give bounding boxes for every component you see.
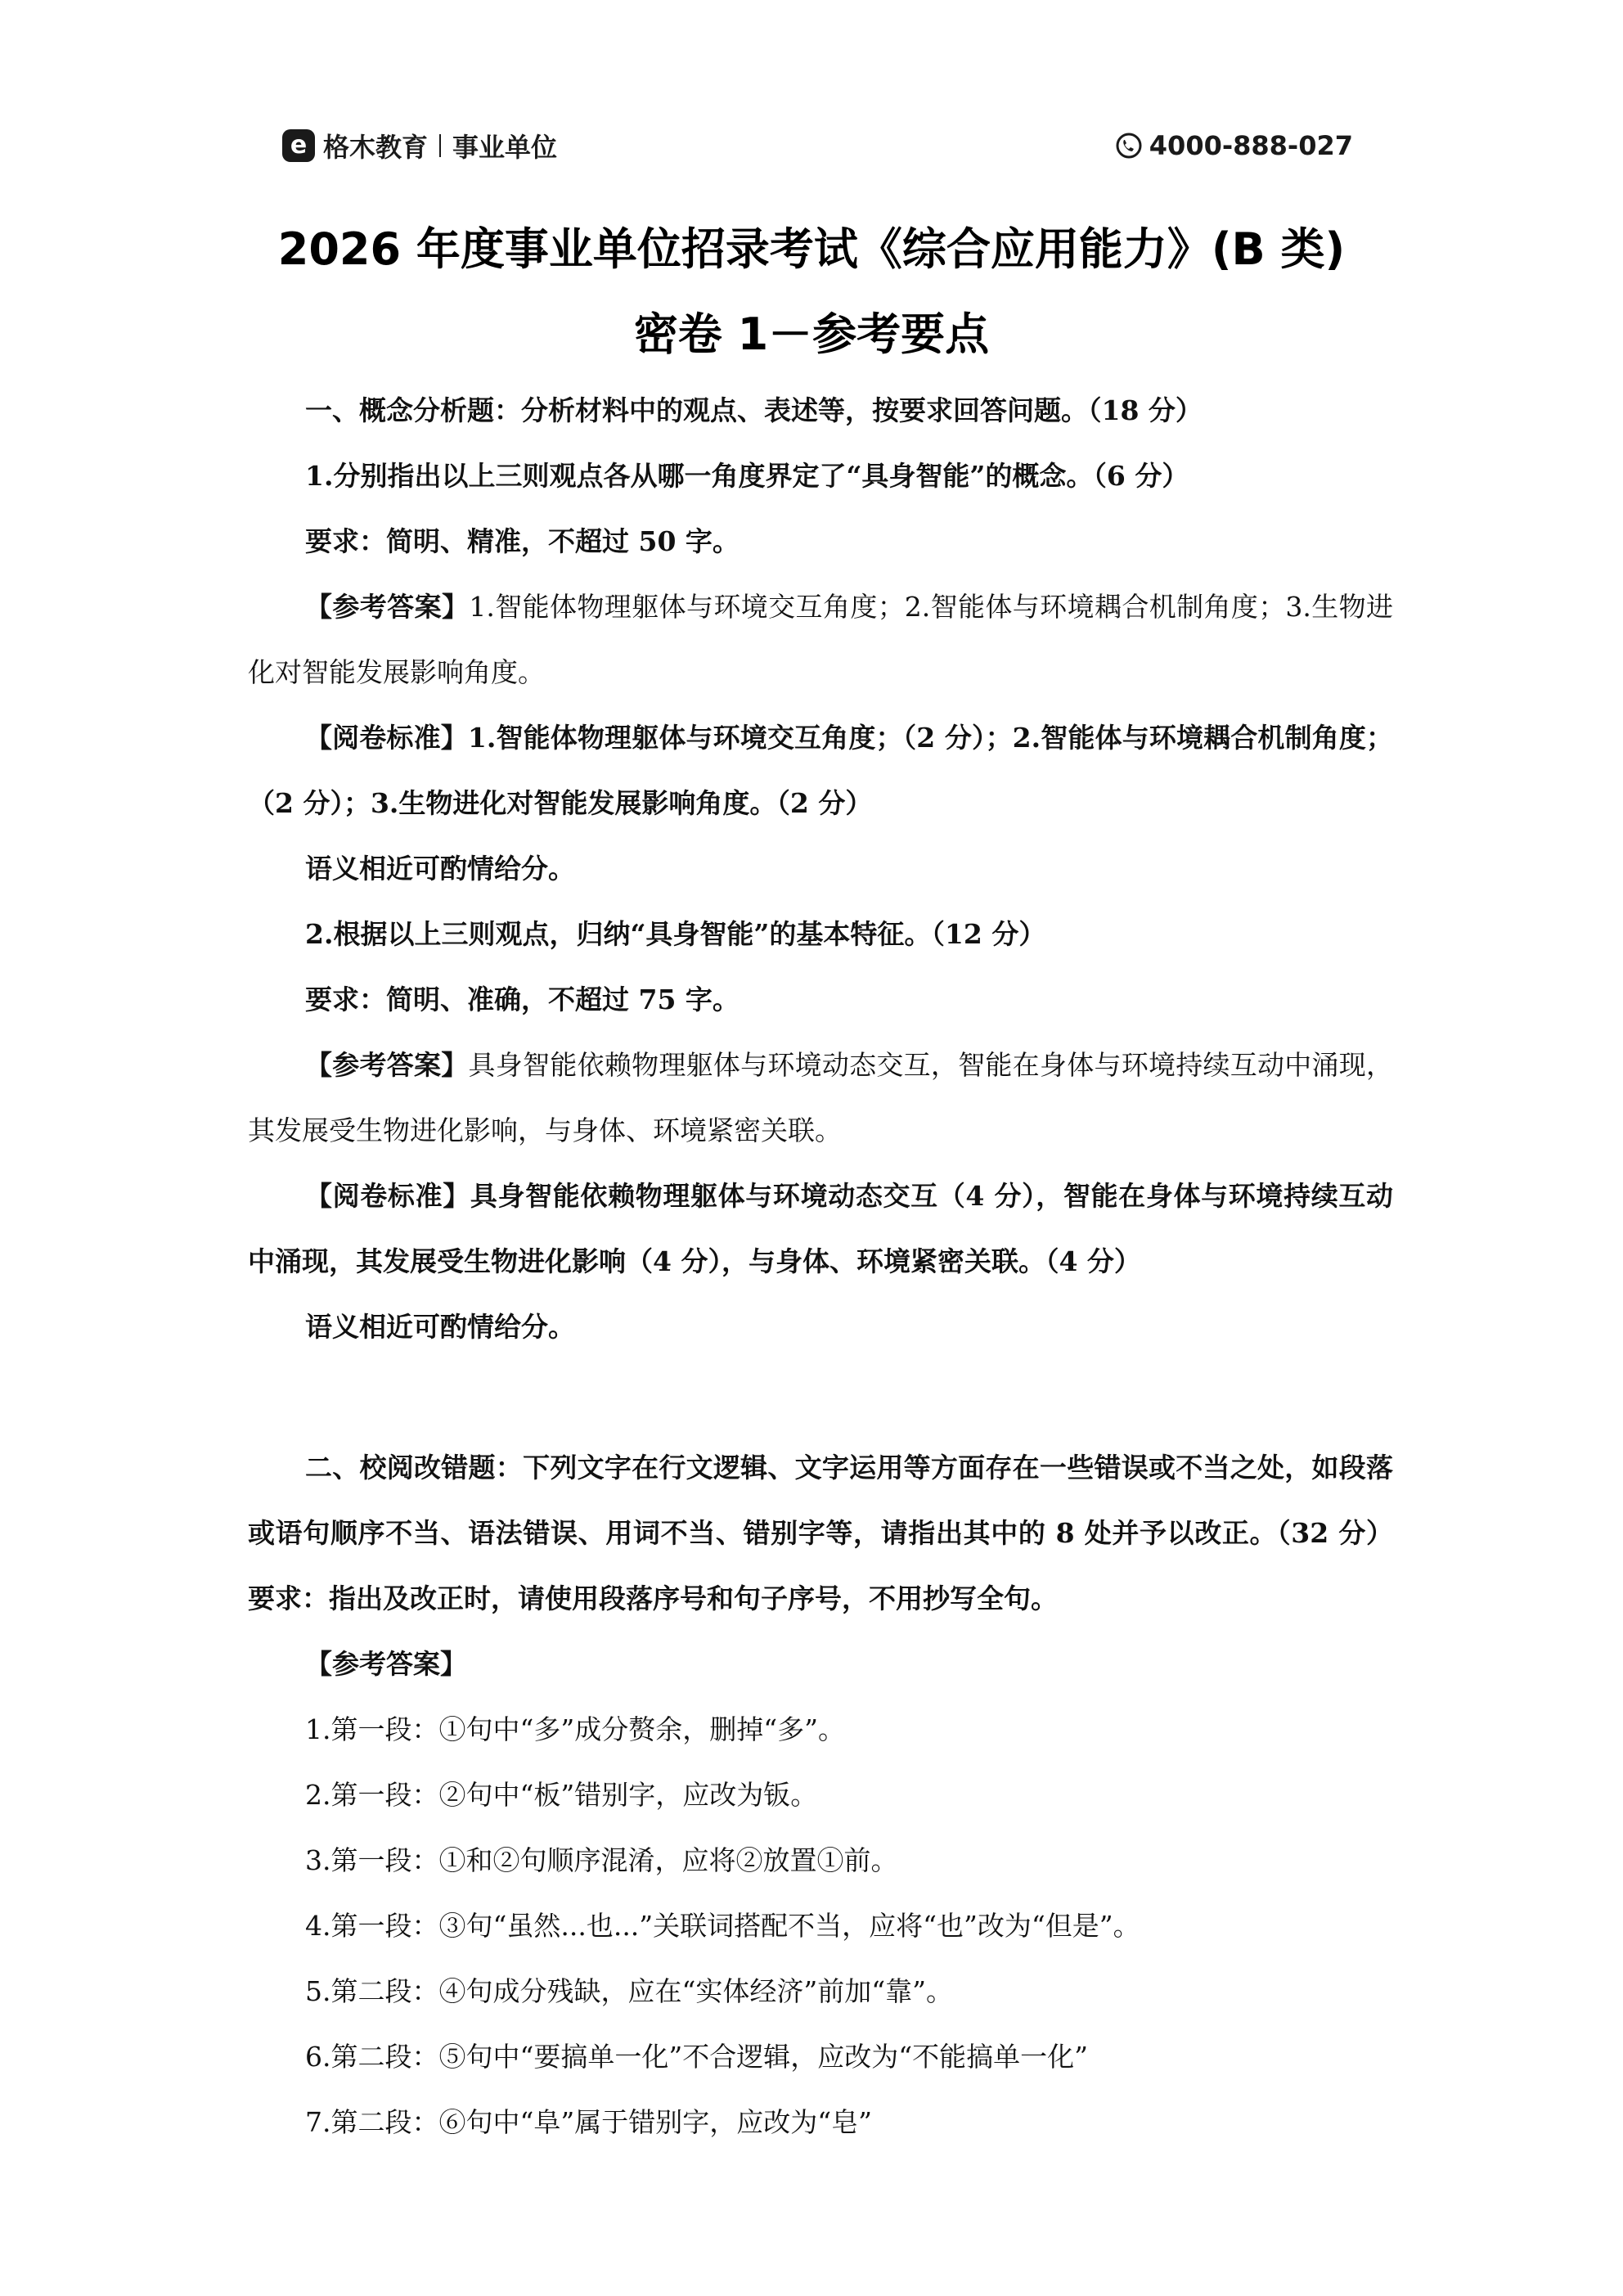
q2-requirement: 要求：简明、准确，不超过 75 字。 <box>305 984 740 1015</box>
correction-item: 3.第一段：①和②句顺序混淆，应将②放置①前。 <box>305 1844 898 1876</box>
q2-question: 2.根据以上三则观点，归纳“具身智能”的基本特征。（12 分） <box>305 918 1046 950</box>
page-title: 2026 年度事业单位招录考试《综合应用能力》(B 类) <box>277 223 1346 275</box>
brand <box>282 127 557 164</box>
section2-heading <box>248 1435 1393 1632</box>
phone-number: 4000-888-027 <box>1149 130 1353 161</box>
grading-text: 具身智能依赖物理躯体与环境动态交互（4 分），智能在身体与环境持续互动中涌现，其发展受生物进化影响（4 分），与身体、环境紧密关联。（4 分） <box>248 1180 1394 1277</box>
q1-requirement: 要求：简明、精准，不超过 50 字。 <box>305 525 740 557</box>
q1-answer <box>248 574 1393 705</box>
answer-text: 1.智能体物理躯体与环境交互角度；2.智能体与环境耦合机制角度；3.生物进化对智能发展影响角度。 <box>248 591 1393 688</box>
q1-note: 语义相近可酌情给分。 <box>305 853 575 885</box>
section-gap <box>248 1360 1393 1435</box>
q1-grading <box>248 705 1393 836</box>
answer-label: 【参考答案】 <box>305 591 470 623</box>
brand-sub: 事业单位 <box>452 132 558 163</box>
brand-logo-icon: e <box>282 129 315 162</box>
phone-icon <box>1115 132 1143 160</box>
q1-question: 1.分别指出以上三则观点各从哪一角度界定了“具身智能”的概念。（6 分） <box>305 460 1189 492</box>
brand-name: 格木教育 <box>323 132 429 163</box>
phone-contact <box>1115 130 1353 161</box>
brand-divider <box>439 134 441 157</box>
correction-item: 5.第二段：④句成分残缺，应在“实体经济”前加“靠”。 <box>305 1975 953 2007</box>
page-header <box>282 124 1353 167</box>
q2-answer <box>248 1033 1393 1164</box>
correction-item: 6.第二段：⑤句中“要搞单一化”不合逻辑，应改为“不能搞单一化” <box>305 2041 1088 2073</box>
grading-label: 【阅卷标准】 <box>305 1180 470 1212</box>
correction-item: 2.第一段：②句中“板”错别字，应改为钣。 <box>305 1779 818 1811</box>
grading-label: 【阅卷标准】 <box>305 722 468 754</box>
q2-note: 语义相近可酌情给分。 <box>305 1311 575 1343</box>
section1-heading: 一、概念分析题：分析材料中的观点、表述等，按要求回答问题。（18 分） <box>305 394 1203 426</box>
page-subtitle: 密卷 1－参考要点 <box>633 308 990 360</box>
correction-item: 7.第二段：⑥句中“阜”属于错别字，应改为“皂” <box>305 2106 872 2138</box>
section2-answer-label: 【参考答案】 <box>305 1648 467 1680</box>
q2-grading <box>248 1164 1393 1294</box>
section2-heading-prefix: 二、校阅改错题： <box>305 1452 524 1483</box>
correction-item: 1.第一段：①句中“多”成分赘余，删掉“多”。 <box>305 1713 845 1745</box>
document-body <box>248 378 1393 2155</box>
answer-text: 具身智能依赖物理躯体与环境动态交互，智能在身体与环境持续互动中涌现，其发展受生物进化影响，与身体、环境紧密关联。 <box>248 1049 1394 1146</box>
section2-heading-body: 下列文字在行文逻辑、文字运用等方面存在一些错误或不当之处，如段落或语句顺序不当、语法错误、用词不当、错别字等，请指出其中的 8 处并予以改正。（32 分）要求：指出及改正时，请使用段落序号和句子序号，不用抄写全句。 <box>248 1452 1394 1614</box>
grading-text: 1.智能体物理躯体与环境交互角度；（2 分）；2.智能体与环境耦合机制角度；（2 分）；3.生物进化对智能发展影响角度。（2 分） <box>248 722 1393 819</box>
correction-item: 4.第一段：③句“虽然...也...”关联词搭配不当，应将“也”改为“但是”。 <box>305 1910 1140 1942</box>
answer-label: 【参考答案】 <box>305 1049 469 1081</box>
